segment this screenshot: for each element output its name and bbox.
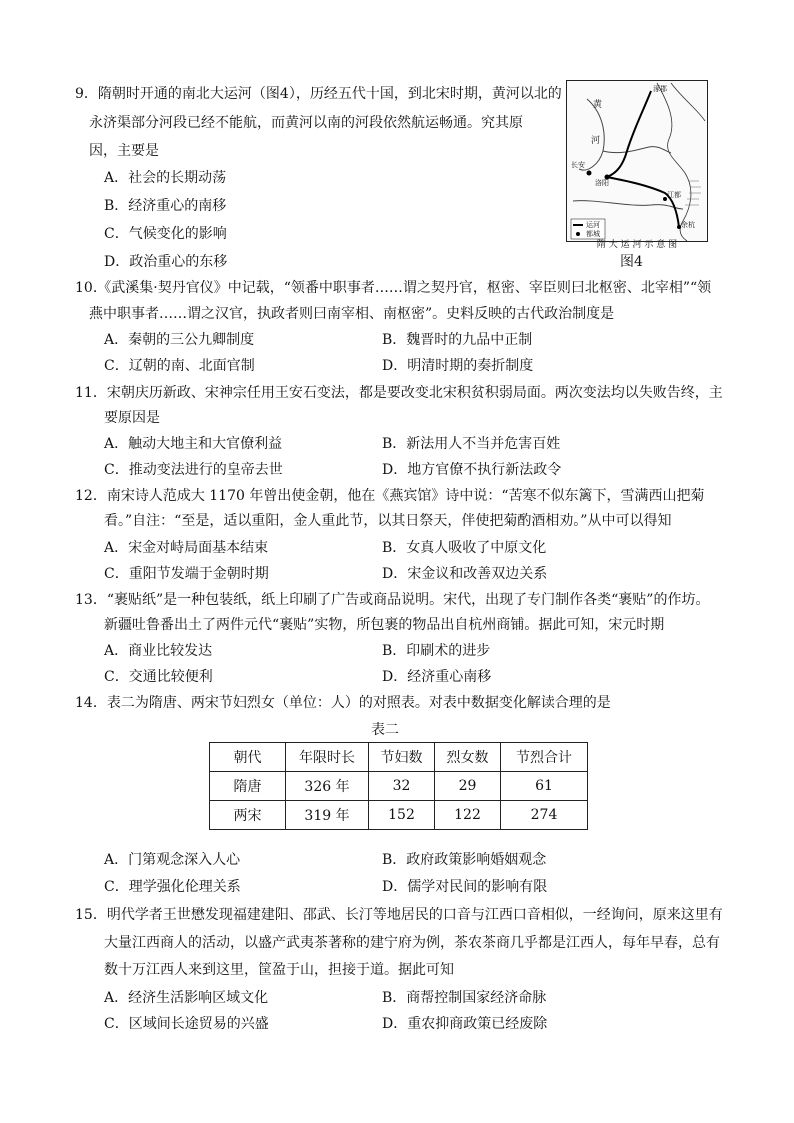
q10-option-b: B．魏晋时的九品中正制: [382, 332, 533, 348]
table-title: 表二: [371, 722, 399, 738]
map-label-yuhang: 余杭: [681, 221, 695, 229]
q10-option-a: A．秦朝的三公九卿制度: [104, 332, 255, 348]
table-header-cell: 节妇数: [369, 743, 435, 772]
q12-stem-line1: 12．南宋诗人范成大 1170 年曾出使金朝，他在《燕宾馆》诗中说：“苦寒不似东篱下，雪满西山把菊: [75, 488, 705, 504]
q10-option-c: C．辽朝的南、北面官制: [104, 358, 255, 374]
q14-stem-line1: 14．表二为隋唐、两宋节妇烈女（单位：人）的对照表。对表中数据变化解读合理的是: [75, 695, 611, 711]
q11-option-b: B．新法用人不当并危害百姓: [382, 436, 561, 452]
table-cell: 隋唐: [210, 772, 286, 801]
q12-stem-line2: 看。”自注：“至是，适以重阳，金人重此节，以其日祭天，伴使把菊酌酒相劝。”从中可以得知: [104, 513, 672, 529]
q15-option-a: A．经济生活影响区域文化: [104, 990, 269, 1006]
map-label-huang: 黄: [593, 100, 603, 110]
q12-option-a: A．宋金对峙局面基本结束: [104, 540, 269, 556]
q12-option-d: D．宋金议和改善双边关系: [382, 566, 548, 582]
table-cell: 152: [369, 801, 435, 830]
table-cell: 32: [369, 772, 435, 801]
q14-option-c: C．理学强化伦理关系: [104, 879, 241, 895]
table-cell: 326 年: [286, 772, 369, 801]
q9-option-c: C．气候变化的影响: [104, 226, 227, 242]
table-header-cell: 烈女数: [435, 743, 501, 772]
map-label-zhuojun: 涿郡: [653, 85, 667, 93]
q9-option-a: A．社会的长期动荡: [104, 170, 227, 186]
table-cell: 122: [435, 801, 501, 830]
q15-option-c: C．区域间长途贸易的兴盛: [104, 1016, 269, 1032]
legend-canal-label: 运河: [586, 221, 600, 229]
map-title: 隋 大 运 河 示 意 图: [596, 240, 678, 250]
table-header-cell: 朝代: [210, 743, 286, 772]
q15-stem-line1: 15．明代学者王世懋发现福建建阳、邵武、长汀等地居民的口音与江西口音相似，一经询问，原来这里有: [75, 907, 723, 923]
map-label-he: 河: [591, 136, 601, 146]
q13-option-a: A．商业比较发达: [104, 643, 213, 659]
q14-option-d: D．儒学对民间的影响有限: [382, 879, 548, 895]
q11-option-a: A．触动大地主和大官僚利益: [104, 436, 283, 452]
q15-stem-line3: 数十万江西人来到这里，筐盈于山，担接于道。据此可知: [104, 962, 454, 978]
table-row: [210, 772, 588, 801]
map-frame: [566, 80, 708, 242]
q15-option-b: B．商帮控制国家经济命脉: [382, 990, 547, 1006]
legend-capital-label: 都城: [586, 230, 600, 238]
map-drawing: [567, 81, 707, 241]
q13-option-d: D．经济重心南移: [382, 669, 492, 685]
table-cell: 319 年: [286, 801, 369, 830]
table-cell: 29: [435, 772, 501, 801]
table-row: [210, 801, 588, 830]
table-cell: 61: [501, 772, 588, 801]
q13-stem-line2: 新疆吐鲁番出土了两件元代“裹贴”实物，所包裹的物品出自杭州商铺。据此可知，宋元时期: [104, 617, 665, 633]
map-label-jiangdu: 江都: [667, 191, 681, 199]
q9-stem-line3: 因，主要是: [89, 143, 159, 159]
grand-canal-map: [566, 80, 708, 252]
q10-stem-line1: 10.《武溪集·契丹官仪》中记载，“领番中职事者……谓之契丹官，枢密、宰臣则曰北枢密、北宰相”“领: [75, 280, 712, 296]
map-label-luoyang: 洛阳: [595, 179, 609, 187]
q13-option-b: B．印刷术的进步: [382, 643, 491, 659]
q11-option-c: C．推动变法进行的皇帝去世: [104, 462, 283, 478]
q13-stem-line1: 13．“裹贴纸”是一种包装纸，纸上印刷了广告或商品说明。宋代，出现了专门制作各类“裹贴”的作坊。: [75, 592, 710, 608]
q10-option-d: D．明清时期的奏折制度: [382, 358, 534, 374]
table-header-cell: 节烈合计: [501, 743, 588, 772]
q9-stem-line2: 永济渠部分河段已经不能航，而黄河以南的河段依然航运畅通。究其原: [89, 115, 523, 131]
q11-stem-line1: 11．宋朝庆历新政、宋神宗任用王安石变法，都是要改变北宋积贫积弱局面。两次变法均以失败告终，主: [75, 385, 723, 401]
q11-stem-line2: 要原因是: [104, 410, 160, 426]
q9-option-d: D．政治重心的东移: [104, 254, 228, 270]
table-cell: 两宋: [210, 801, 286, 830]
q10-stem-line2: 燕中职事者……谓之汉官，执政者则曰南宰相、南枢密”。史料反映的古代政治制度是: [89, 306, 615, 322]
q15-stem-line2: 大量江西商人的活动，以盛产武夷茶著称的建宁府为例，茶农茶商几乎都是江西人，每年早春，总有: [104, 935, 720, 951]
map-label-changan: 长安: [571, 161, 585, 169]
q14-option-b: B．政府政策影响婚姻观念: [382, 852, 547, 868]
q13-option-c: C．交通比较便利: [104, 669, 213, 685]
q15-option-d: D．重农抑商政策已经废除: [382, 1016, 548, 1032]
q12-option-c: C．重阳节发端于金朝时期: [104, 566, 269, 582]
table-cell: 274: [501, 801, 588, 830]
figure-caption: 图4: [620, 254, 643, 270]
table-header-cell: 年限时长: [286, 743, 369, 772]
data-table: [209, 742, 588, 830]
q14-option-a: A．门第观念深入人心: [104, 852, 241, 868]
q9-option-b: B．经济重心的南移: [104, 198, 227, 214]
q11-option-d: D．地方官僚不执行新法政令: [382, 462, 562, 478]
table-header-row: [210, 743, 588, 772]
q12-option-b: B．女真人吸收了中原文化: [382, 540, 547, 556]
q9-stem-line1: 9．隋朝时开通的南北大运河（图4），历经五代十国，到北宋时期，黄河以北的: [75, 86, 562, 102]
